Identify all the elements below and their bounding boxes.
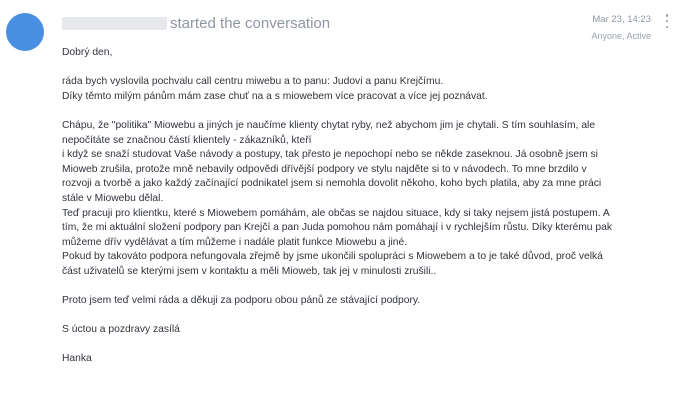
redacted-sender-name [62, 17, 167, 30]
paragraph-2 [62, 119, 662, 280]
conversation-header [62, 13, 330, 33]
text-line: Díky těmto milým pánům mám zase chuť na a s miowebem více pracovat a více jej poznávat. [62, 90, 488, 102]
paragraph-1 [62, 75, 662, 104]
more-options-icon[interactable] [662, 14, 672, 28]
conversation-title: started the conversation [170, 14, 331, 32]
closing: S úctou a pozdravy zasílá [62, 324, 180, 336]
text-line: Mioweb zrušila, protože mně nebavily odpovědi dřívější podpory ve stylu najděte si to v návodech. To mne brzdilo v [62, 163, 587, 175]
message-status: Anyone, Active [591, 31, 651, 41]
text-line: nepočítáte se značnou částí klientely - zákazníků, kteří [62, 134, 312, 146]
greeting: Dobrý den, [62, 47, 113, 58]
message-meta [591, 14, 651, 41]
text-line: stále v Miowebu dělal. [62, 192, 164, 204]
text-line: Pokud by takováto podpora nefungovala zřejmě by jsme ukončili spolupráci s Miowebem a to je také důvod, proč velká [62, 251, 603, 263]
text-line: můžeme dřív vydělávat a tím můžeme i nadále platit funkce Miowebu a jiné. [62, 236, 408, 248]
message-date: Mar 23, 14:23 [592, 14, 651, 25]
signature: Hanka [62, 353, 92, 365]
text-line: Teď pracuji pro klientku, které s Miowebem pomáhám, ale občas se najdou situace, kdy si taky nejsem jistá postupem. A [62, 207, 610, 219]
text-line: rozvoji a tvorbě a jako každý začínající podnikatel jsem si nemohla dovolit někoho, koho bych platila, aby za mne práci [62, 178, 602, 190]
text-line: tím, že mi aktuální složení podpory pan Krejčí a pan Juda pomohou nám pomáhají i v rychlejším růstu. Díky kterému pak [62, 222, 612, 234]
text-line: Chápu, že "politika" Miowebu a jiných je naučíme klienty chytat ryby, než abychom jim je chytali. S tím souhlasím, ale [62, 119, 596, 131]
text-line: ráda bych vyslovila pochvalu call centru miwebu a to panu: Judovi a panu Krejčímu. [62, 76, 444, 88]
text-line: i když se snaží studovat Vaše návody a postupy, tak přesto je nepochopí nebo se někde zaseknou. Já osobně jsem si [62, 149, 598, 161]
paragraph-3: Proto jsem teď velmi ráda a děkuji za podporu obou pánů ze stávající podpory. [62, 295, 421, 307]
message-body [62, 46, 662, 382]
avatar [6, 13, 44, 51]
text-line: část uživatelů se kterými jsem v kontaktu a měli Mioweb, tak jej v minulosti zrušili.. [62, 265, 437, 277]
